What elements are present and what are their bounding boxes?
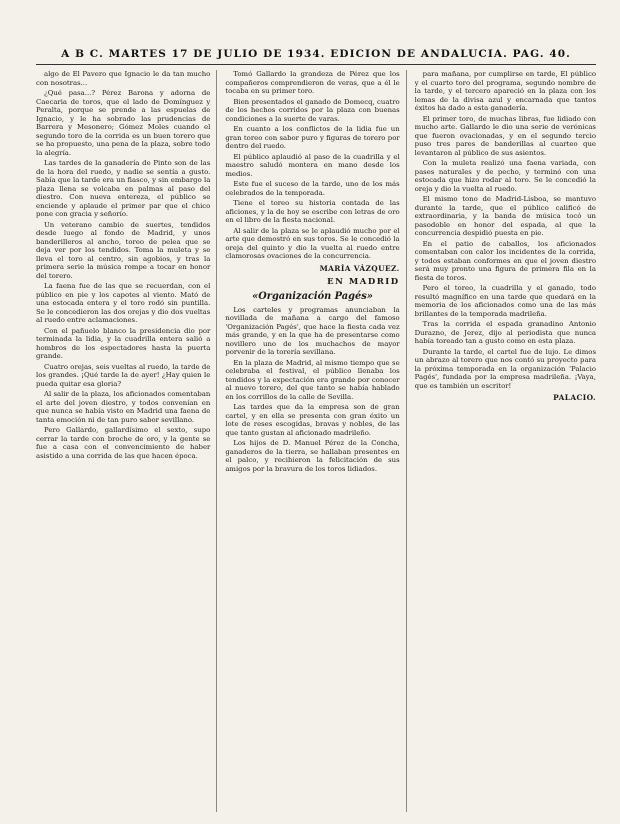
paragraph: Tras la corrida el espada granadino Antonio Durazno, de Jerez, dijo al periodista que nunca había toreado tan a gusto como en esta plaza. [414, 320, 596, 345]
column-3 [415, 70, 596, 812]
paragraph: Al salir de la plaza se le aplaudió mucho por el arte que demostró en sus toros. Se le concedió la oreja del quinto y dio la vuelta al ruedo entre clamorosas ovaciones de la concurrencia. [225, 226, 400, 260]
paragraph: Tomó Gallardo la grandeza de Pérez que los compañeros comprendieron de veras, que a él le tocaba en su primer toro. [225, 70, 400, 95]
paragraph: Un veterano cambio de suertes, tendidos desde luego al fondo de Madrid, y unos banderilleros al ancho, toreo de pelea que se deja ver por los tendidos. Toma la muleta y se lleva el toro al centro, sin agobios, y tras la primera serie la música rompe a tocar en honor del torero. [36, 220, 211, 280]
author-byline: MARÍA VÁZQUEZ. [319, 263, 400, 273]
paragraph: El primer toro, de muchas libras, fue lidiado con mucho arte. Gallardo le dio una serie de verónicas que fueron ovacionadas, y en el segundo tercio puso tres pares de banderillas al cuarteo que levantaron al público de sus asientos. [414, 114, 596, 157]
author-byline: PALACIO. [553, 393, 596, 402]
paragraph: En la plaza de Madrid, al mismo tiempo que se celebraba el festival, el público llenaba los tendidos y la expectación era grande por conocer al nuevo torero, del que tanto se había hablado en los corrillos de la calle de Sevilla. [225, 358, 400, 401]
paragraph: Durante la tarde, el cartel fue de lujo. Le dimos un abrazo al torero que nos contó su proyecto para la próxima temporada en la organización 'Palacio Pagés', fundada por la empresa madrileña. ¡Vaya, que es también un escritor! [414, 347, 596, 390]
article-title: «Organización Pagés» [252, 290, 373, 302]
paragraph: Cuatro orejas, seis vueltas al ruedo, la tarde de los grandes. ¡Qué tarde la de ayer! ¿Hay quien le pueda quitar esa gloria? [36, 362, 211, 388]
paragraph: El público aplaudió al paso de la cuadrilla y el maestro saludó montera en mano desde los medios. [225, 152, 400, 178]
paragraph: La faena fue de las que se recuerdan, con el público en pie y los capotes al viento. Mató de una estocada entera y el toro rodó sin puntilla. Se le concedieron las dos orejas y dio dos vueltas al ruedo entre aclamaciones. [36, 282, 211, 324]
paragraph: Bien presentados el ganado de Domecq, cuatro de los hechos corridos por la plaza con buenas condiciones a la suerte de varas. [225, 97, 400, 123]
paragraph: En cuanto a los conflictos de la lidia fue un gran toreo con sabor puro y figuras de torero por dentro del ruedo. [225, 125, 400, 150]
paragraph: Con la muleta realizó una faena variada, con pases naturales y de pecho, y terminó con una estocada que hizo rodar al toro. Se le concedió la oreja y dio la vuelta al ruedo. [414, 159, 596, 193]
paragraph: Pero Gallardo, gallardísimo el sexto, supo cerrar la tarde con broche de oro, y la gente se fue a casa con el convencimiento de haber asistido a una corrida de las que hacen época. [36, 426, 211, 460]
column-2 [225, 70, 406, 812]
paragraph: El mismo tono de Madrid-Lisboa, se mantuvo durante la tarde, que el público calificó de extraordinaria, y la banda de música tocó un pasodoble en honor del espada, al que la concurrencia despidió puesta en pie. [414, 195, 596, 237]
paragraph: En el patio de caballos, los aficionados comentaban con calor los incidentes de la corrida, y todos estaban conformes en que el joven diestro será muy pronto una figura de primera fila en la fiesta de toros. [414, 239, 596, 282]
masthead: A B C. MARTES 17 DE JULIO DE 1934. EDICION DE ANDALUCIA. PAG. 40. [61, 48, 571, 60]
paragraph: Los carteles y programas anunciaban la novillada de mañana a cargo del famoso 'Organización Pagés', que hace la fiesta cada vez más grande, y en la que ha de presentarse como novillero uno de los muchachos de mayor porvenir de la torería sevillana. [225, 305, 400, 356]
paragraph: Las tardes de la ganadería de Pinto son de las de la hora del ruedo, y nadie se sentía a gusto. Sabía que la tarde era un fiasco, y sin embargo la plaza llena se volcaba en palmas al paso del diestro. Con nueva entereza, el público se enciende y aplaude el primer par que el chico pone con gracia y señorío. [36, 159, 211, 218]
section-location: EN MADRID [327, 276, 400, 287]
column-1 [36, 70, 217, 812]
paragraph: Con el pañuelo blanco la presidencia dio por terminada la lidia, y la cuadrilla entera salió a hombros de los espectadores hasta la puerta grande. [36, 326, 211, 360]
columns [36, 70, 596, 812]
paragraph: Las tardes que da la empresa son de gran cartel, y en ella se presenta con gran éxito un lote de reses escogidas, bravas y nobles, de las que tanto gustan al aficionado madrileño. [225, 403, 400, 437]
paragraph: Al salir de la plaza, los aficionados comentaban el arte del joven diestro, y todos convenían en que nunca se había visto en Madrid una faena de tanta emoción ni de tan puro sabor sevillano. [36, 390, 211, 424]
paragraph: algo de El Pavero que Ignacio le da tan mucho con nosotras... [36, 70, 211, 87]
paragraph: ¿Qué pasa...? Pérez Barona y adorna de Caecaria de toros, que el lado de Domínguez y Peralta, porque se prende a las espuelas de Ignacio, y le ha sobrado las prudencias de Barrera y Mesonero; Gómez Moles cuando el segundo toro de la corrida es un buen torero que se ha propuesto, una pena de la plaza, sobre todo la alegría. [36, 89, 211, 157]
paragraph: Pero el toreo, la cuadrilla y el ganado, todo resultó magnífico en una tarde que quedará en la memoria de los aficionados como una de las más brillantes de la temporada madrileña. [414, 284, 596, 318]
paragraph: Este fue el suceso de la tarde, uno de los más celebrados de la temporada. [225, 180, 400, 197]
paragraph: Tiene el toreo su historia contada de las aficiones, y la de hoy se escribe con letras de oro en el libro de la fiesta nacional. [225, 199, 400, 224]
paragraph: Los hijos de D. Manuel Pérez de la Concha, ganaderos de la tierra, se hallaban presentes en el palco, y recibieron la felicitación de sus amigos por la bravura de los toros lidiados. [225, 439, 400, 473]
paragraph: para mañana, por cumplirse en tarde, El público y el cuarto toro del programa, segundo nombre de la tarde, y el tercero apareció en la plaza con los lemas de la divisa azul y encarnada que tantos éxitos ha dado a esta ganadería. [414, 70, 596, 112]
header-rule [36, 64, 596, 65]
